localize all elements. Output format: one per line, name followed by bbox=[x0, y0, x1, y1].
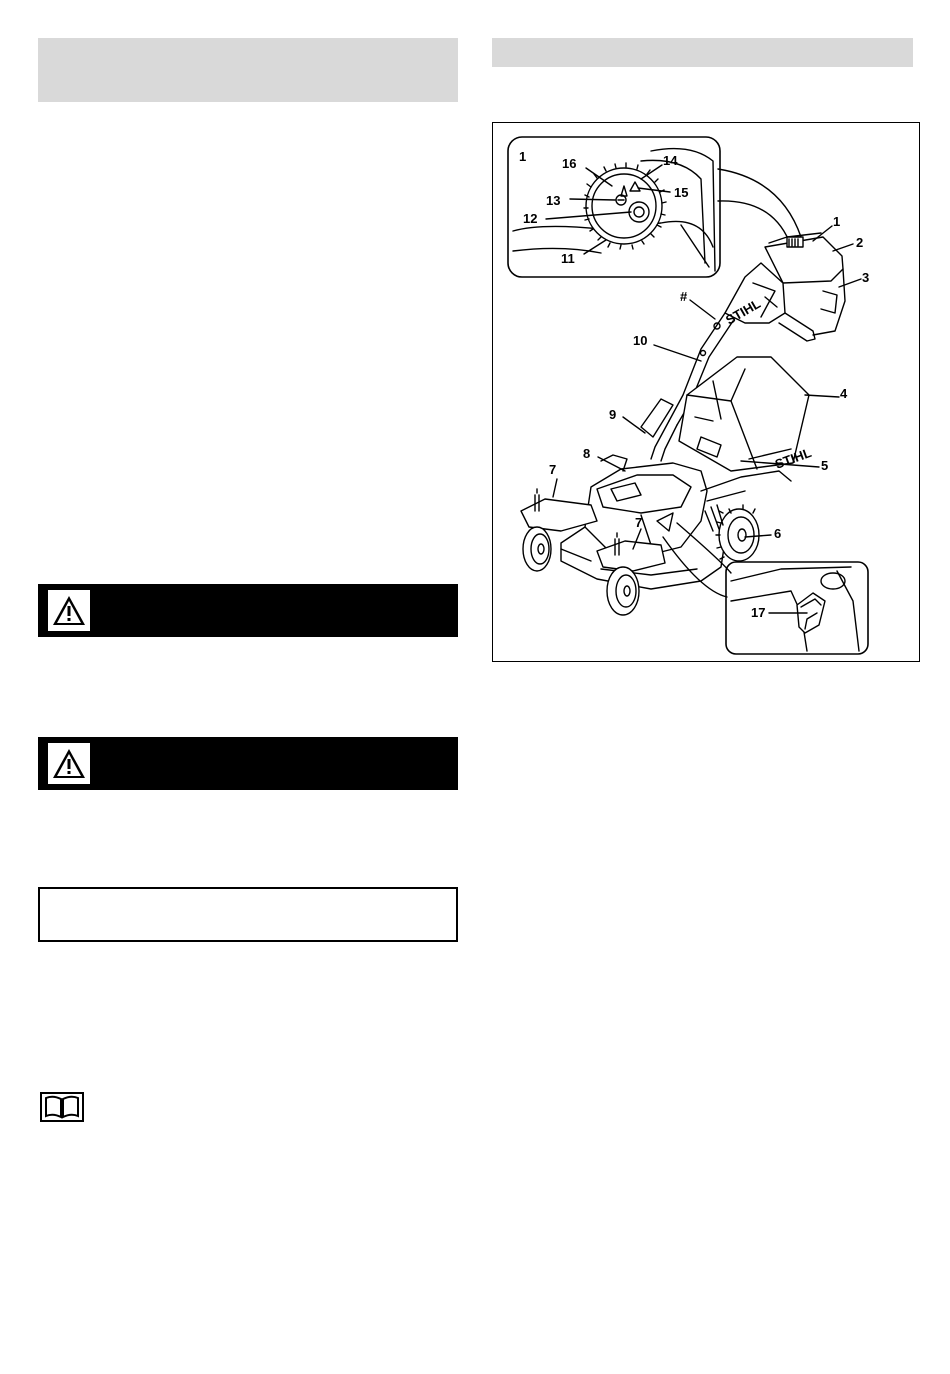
callout-12: 12 bbox=[523, 211, 538, 226]
stihl-logo: STIHL bbox=[772, 444, 814, 472]
callout-11: 11 bbox=[561, 251, 575, 266]
callout-inset-1: 1 bbox=[519, 149, 527, 164]
lawn-mower-illustration bbox=[493, 123, 919, 661]
callout-7-right: 7 bbox=[635, 515, 643, 530]
warning-banner-2 bbox=[38, 737, 458, 790]
callout-7-left: 7 bbox=[549, 462, 557, 477]
callout-15: 15 bbox=[674, 185, 689, 200]
warning-icon-box bbox=[48, 590, 90, 631]
callout-9: 9 bbox=[609, 407, 617, 422]
callout-2: 2 bbox=[856, 235, 864, 250]
callout-6: 6 bbox=[774, 526, 782, 541]
section-header-bar-right bbox=[492, 38, 913, 67]
open-book-icon bbox=[40, 1092, 84, 1127]
lawn-mower-figure bbox=[492, 122, 920, 662]
section-header-bar-left bbox=[38, 38, 458, 102]
callout-hash: # bbox=[680, 289, 688, 304]
callout-4: 4 bbox=[840, 386, 848, 401]
stihl-logo: STIHL bbox=[723, 295, 764, 328]
callout-3: 3 bbox=[862, 270, 870, 285]
warning-icon-box bbox=[48, 743, 90, 784]
callout-14: 14 bbox=[663, 153, 678, 168]
callout-5: 5 bbox=[821, 458, 829, 473]
callout-17: 17 bbox=[751, 605, 766, 620]
callout-10: 10 bbox=[633, 333, 648, 348]
warning-banner-1 bbox=[38, 584, 458, 637]
callout-13: 13 bbox=[546, 193, 561, 208]
callout-8: 8 bbox=[583, 446, 591, 461]
warning-triangle-icon bbox=[48, 590, 90, 631]
callout-1: 1 bbox=[833, 214, 841, 229]
notice-box bbox=[38, 887, 458, 942]
callout-16: 16 bbox=[562, 156, 577, 171]
warning-triangle-icon bbox=[48, 743, 90, 784]
